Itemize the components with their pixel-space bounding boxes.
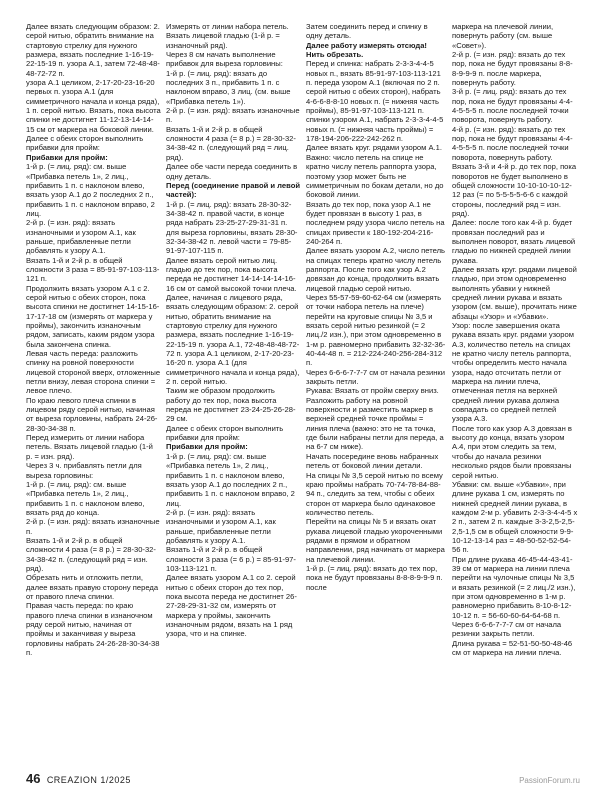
paragraph: 1-й р. (= лиц. ряд): вязать 28-30-32-34-38-42 п. правой части, в конце ряда набрать 23-25-27-29-31-31 п. для выреза горловины, вязать 28-30-32-34-38-42 п. левой части = 79-85-91-97-107-115 п.	[166, 199, 298, 256]
paragraph: Узор: после завершения оката рукава вязать круг. рядами узором А.3, количество петель на спицах не кратно числу петель раппорта, чтобы определить место начала узора, надо отсчитать петли от маркера на линии плеча, отмеченная петля на верхней средней линии рукава должна совпадать со средней петлей узора А.3.	[452, 321, 574, 424]
paragraph: маркера на плечевой линии, повернуть работу (см. выше «Совет»).	[452, 22, 554, 50]
text-column-3	[306, 22, 446, 592]
text-column-4	[452, 22, 578, 657]
paragraph: Далее вязать серой нитью лиц. гладью до тех пор, пока высота переда не достигнет 14-14-14-14-16-16 см от самой высокой точки плеча.	[166, 255, 297, 293]
paragraph: 1-й р. (= лиц. ряд): см. выше «Прибавка петель 1», 2 лиц., прибавить 1 п. с наклоном влево, вязать узор А.1 до последних 2 п., прибавить 1 п. с наклоном вправо, 2 лиц.	[166, 451, 295, 508]
paragraph: Далее, начиная с лицевого ряда, вязать следующим образом: 2. серой нитью, обратить внимание на стартовую стрелку для нужного размера, вязать последние 1-16-19-22-15-19 п. узора А.1, 72-48-48-48-72-72 п. узора А.1 целиком, 2-17-20-23-16-20 п. узора А.1 (для симметричного начала и конца ряда), 2 п. серой нитью.	[166, 292, 300, 387]
paragraph: Вязать 1-й и 2-й р. в общей сложности 3 раза (= 6 р.) = 85-91-97-103-113-121 п.	[166, 545, 296, 573]
paragraph: Через 3 ч. прибавлять петли для выреза горловины:	[26, 461, 142, 480]
paragraph: Вязать лицевой гладью (1-й р. = изнаночный ряд).	[166, 31, 280, 50]
paragraph: Вязать 1-й и 2-й р. в общей сложности 4 раза (= 8 р.) = 28-30-32-34-38-42 п. (следующий ряд = изн. ряд).	[26, 535, 156, 573]
paragraph: Вязать 1-й и 2-й р. в общей сложности 4 раза (= 8 р.) = 28-30-32-34-38-42 п. (следующий ряд = лиц. ряд).	[166, 124, 296, 162]
paragraph: При длине рукава 46-45-44-43-41-39 см от маркера на линии плеча перейти на чулочные спицы № 3,5 и вязать резинкой (= 2 лиц./2 изн.), при этом одновременно в 1-м р. равномерно прибавить 8-10-8-12-10-12 п. = 56-60-60-64-64-68 п.	[452, 554, 576, 620]
paragraph: Продолжить вязать узором А.1 с 2. серой нитью с обеих сторон, пока высота спинки не достигнет 14-15-16-17-17-18 см (измерять от маркера у проймы), закончить изнаночным рядом, записать, каким рядом узора была закончена спинка.	[26, 283, 160, 349]
paragraph: Таким же образом продолжить работу до тех пор, пока высота переда не достигнет 23-24-25-26-28-29 см.	[166, 386, 296, 424]
magazine-issue: CREAZION 1/2025	[46, 775, 131, 785]
section-heading: Далее работу измерять отсюда! Нить обрезать.	[306, 40, 427, 60]
section-heading: Прибавки для пройм:	[26, 152, 108, 162]
paragraph: Далее обе части переда соединить в одну деталь.	[166, 162, 298, 181]
paragraph: Перейти на спицы № 5 и вязать окат рукава лицевой гладью укороченными рядами в прямом и обратном направлении, ряд начинать от маркера на плечевой линии.	[306, 517, 445, 564]
paragraph: 1-й р. (= лиц. ряд): см. выше «Прибавка петель 1», 2 лиц., прибавить 1 п. с наклоном влево, вязать узор А.1 до 2 последних 2 п., прибавить 1 п. с наклоном вправо, 2 лиц.	[26, 162, 155, 218]
paragraph: 2-й р. (= изн. ряд): вязать изнаночные п.	[26, 517, 160, 536]
paragraph: Рукава: Вязать от пройм сверху вниз.	[306, 386, 439, 396]
paragraph: 2-й р. (= изн. ряд): вязать изнаночными и узором А.1, как раньше, прибавленные петли добавлять к узору А.1.	[166, 507, 276, 545]
paragraph: После того как узор А.3 довязан в высоту до конца, вязать узором А.4, при этом следить за тем, чтобы до начала резинки несколько рядов были провязаны серой нитью.	[452, 423, 572, 480]
paragraph: Далее вязать узором А.2, число петель на спицах теперь кратно числу петель раппорта. После того как узор А.2 довязан до конца, продолжить вязать лицевой гладью серой нитью.	[306, 246, 445, 293]
paragraph: Через 6-6-6-7-7-7 см от начала резинки закрыть петли.	[306, 367, 445, 387]
paragraph: Далее вязать круг. рядами лицевой гладью, при этом одновременно выполнять убавки у нижней средней линии рукава и вязать узором (см. выше), прочитать ниже абзацы «Узор» и «Убавки».	[452, 264, 577, 321]
text-column-1	[26, 22, 161, 657]
paragraph: 4-й р. (= изн. ряд): вязать до тех пор, пока не будут провязаны 4-4-4-5-5-5 п. после последней точки поворота, повернуть работу.	[452, 124, 573, 162]
paragraph: Обрезать нить и отложить петли, далее вязать правую сторону переда от правого плеча спинки.	[26, 573, 159, 601]
paragraph: Далее с обеих сторон выполнить прибавки для пройм:	[26, 134, 144, 153]
paragraph: Длина рукава = 52-51-50-50-48-46 см от маркера на линии плеча.	[452, 638, 573, 658]
watermark: PassionForum.ru	[519, 776, 580, 785]
section-heading: Перед (соединение правой и левой частей):	[166, 180, 301, 200]
paragraph: узора А.1 целиком, 2-17-20-23-16-20 первых п. узора А.1 (для симметричного начала и конца ряда), 1 п. серой нитью. Вязать, пока высота спинки не достигнет 11-12-13-14-14-15 см от маркера на боковой линии.	[26, 78, 161, 134]
paragraph: Далее: после того как 4-й р. будет провязан последний раз и выполнен поворот, вязать лицевой гладью по нижней средней линии рукава.	[452, 218, 576, 265]
paragraph: Далее вязать круг. рядами узором А.1.	[306, 143, 442, 153]
paragraph: Убавки: см. выше «Убавки», при длине рукава 1 см, измерять по нижней средней линии рукава, в каждом 2-м р. убавить 2-3-3-4-4-5 х 2 п., затем 2 п. каждые 3-3-2,5-2,5-2,5-1,5 см в общей сложности 9-9-10-12-13-14 раз = 48-50-52-52-54-56 п.	[452, 479, 578, 555]
paragraph: Через 55-57-59-60-62-64 см (измерять от точки набора петель на плече) перейти на круговые спицы № 3,5 и вязать серой нитью резинкой (= 2 лиц./2 изн.), при этом одновременно в 1-м р. равномерно прибавить 32-32-36-40-44-48 п. = 212-224-240-256-284-312 п.	[306, 292, 446, 368]
paragraph: Важно: число петель на спице не кратно числу петель раппорта узора, поэтому узор может быть не симметричным по бокам детали, но до боковой линии.	[306, 152, 444, 200]
paragraph: Вязать 1-й и 2-й р. в общей сложности 3 раза = 85-91-97-103-113-121 п.	[26, 255, 160, 284]
paragraph: Далее вязать узором А.1 со 2. серой нитью с обеих сторон до тех пор, пока высота переда не достигнет 26-27-28-29-31-32 см, измерять от маркера у проймы, закончить изнаночным рядом, вязать на 1 ряд узора, что и на спинке.	[166, 573, 297, 639]
paragraph: Через 6-6-6-7-7-7 см от начала резинки закрыть петли.	[452, 620, 562, 639]
paragraph: Далее с обеих сторон выполнить прибавки для пройм:	[166, 423, 284, 443]
paragraph: Разложить работу на ровной поверхности и разместить маркер в верхней средней точке проймы = линия плеча (важно: это не та точка, где были набраны петли для переда, а на 6-7 см ниже).	[306, 395, 444, 452]
section-heading: Прибавки для пройм:	[166, 442, 248, 452]
paragraph: Через 8 см начать выполнение прибавок для выреза горловины:	[166, 50, 283, 69]
paragraph: Перед измерить от линии набора петель. Вязать лицевой гладью (1-й р. = изн. ряд).	[26, 433, 153, 461]
paragraph: 2-й р. (= изн. ряд): вязать изнаночные п.	[166, 106, 300, 125]
paragraph: Начать посередине вновь набранных петель от боковой линии детали.	[306, 451, 439, 471]
paragraph: 3-й р. (= лиц. ряд): вязать до тех пор, пока не будут провязаны 4-4-4-5-5-5 п. после последней точки поворота, повернуть работу.	[452, 87, 573, 125]
paragraph: Вязать до тех пор, пока узор А.1 не будет провязан в высоту 1 раз, в последнем ряду узора число петель на спицах привести к 180-192-204-216-240-264 п.	[306, 199, 445, 246]
paragraph: 1-й р. (= лиц. ряд): вязать до последних 3 п., прибавить 1 п. с наклоном вправо, 3 лиц. (см. выше «Прибавка петель 1»).	[166, 68, 291, 106]
paragraph: Правая часть переда: по краю правого плеча спинки в изнаночном ряду серой нитью, начиная от проймы и заканчивая у выреза горловины набрать 24-26-28-30-34-38 п.	[26, 601, 160, 658]
paragraph: 1-й р. (= лиц. ряд): см. выше «Прибавка петель 1», 2 лиц., прибавить 1 п. с наклоном влево, вязать ряд до конца.	[26, 479, 145, 517]
paragraph: По краю левого плеча спинки в лицевом ряду серой нитью, начиная от выреза горловины, набрать 24-26-28-30-34-38 п.	[26, 395, 158, 433]
text-column-2	[166, 22, 301, 639]
page-number: 46	[26, 771, 41, 786]
paragraph: Перед и спинка: набрать 2-3-3-4-4-5 новых п., вязать 85-91-97-103-113-121 п. переда узором А.1 (включая по 2 п. серой нитью с обеих сторон), набрать 4-6-6-8-8-10 новых п. (= нижняя часть проймы), 85-91-97-103-113-121 п. спинки узором А.1, набрать 2-3-3-4-4-5 новых п. (= нижняя часть проймы) = 178-194-206-222-242-262 п.	[306, 59, 444, 144]
paragraph: Вязать 3-й и 4-й р. до тех пор, пока поворотов не будет выполнено в общей сложности 10-10-10-10-12-12 раз (= по 5-5-5-5-6-6 с каждой стороны, последний ряд = изн. ряд).	[452, 162, 577, 218]
paragraph: 1-й р. (= лиц. ряд): вязать до тех пор, пока не будут провязаны 8-8-8-9-9-9 п. после	[306, 563, 443, 592]
paragraph: Затем соединить перед и спинку в одну деталь.	[306, 22, 428, 41]
paragraph: Измерять от линии набора петель.	[166, 22, 289, 31]
paragraph: Левая часть переда: разложить спинку на ровной поверхности лицевой стороной вверх, отложенные петли внизу, левая сторона спинки = левое плечо.	[26, 349, 161, 396]
paragraph: 2-й р. (= изн. ряд): вязать до тех пор, пока не будут провязаны 8-8-8-9-9-9 п. после маркера, повернуть работу.	[452, 50, 573, 88]
paragraph: Далее вязать следующим образом: 2. серой нитью, обратить внимание на стартовую стрелку для нужного размера, вязать последние 1-16-19-22-15-19 п. узора А.1, затем 72-48-48-48-72-72 п.	[26, 22, 160, 78]
paragraph: 2-й р. (= изн. ряд): вязать изнаночными и узором А.1, как раньше, прибавленные петли добавлять к узору А.1.	[26, 218, 136, 256]
page-footer	[26, 771, 131, 786]
paragraph: На спицы № 3,5 серой нитью по всему краю проймы набрать 70-74-78-84-88-94 п., следить за тем, чтобы с обеих сторон от маркера было одинаковое количество петель.	[306, 470, 443, 517]
